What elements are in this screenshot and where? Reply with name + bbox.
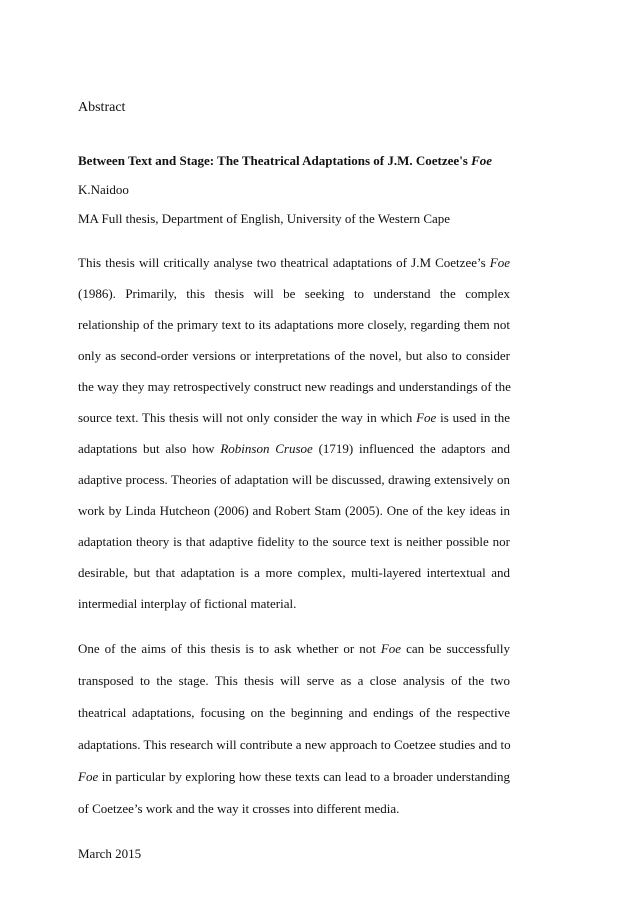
paragraph-2-line: of Coetzee’s work and the way it crosses into different media. [78, 801, 400, 816]
paragraph-1-line: source text. This thesis will not only consider the way in which Foe is used in the [78, 410, 510, 425]
paragraph-1-line: relationship of the primary text to its adaptations more closely, regarding them not [78, 317, 510, 332]
paragraph-1-line: intermedial interplay of fictional material. [78, 596, 297, 611]
thesis-title [78, 153, 492, 169]
paragraph-1-line: only as second-order versions or interpretations of the novel, but also to consider [78, 348, 510, 363]
thesis-title-text: Between Text and Stage: The Theatrical Adaptations of J.M. Coetzee's [78, 153, 472, 168]
author-name: K.Naidoo [78, 182, 129, 197]
abstract-heading: Abstract [78, 100, 126, 115]
paragraph-2-line: adaptations. This research will contribute a new approach to Coetzee studies and to [78, 737, 511, 752]
paragraph-1-line: desirable, but that adaptation is a more complex, multi-layered intertextual and [78, 565, 510, 580]
paragraph-1-line: work by Linda Hutcheon (2006) and Robert Stam (2005). One of the key ideas in [78, 503, 510, 518]
affiliation: MA Full thesis, Department of English, University of the Western Cape [78, 211, 451, 226]
thesis-title-italic: Foe [471, 153, 493, 168]
paragraph-1-line: the way they may retrospectively construct new readings and understandings of the [78, 379, 511, 394]
paragraph-1-line: (1986). Primarily, this thesis will be seeking to understand the complex [78, 286, 510, 301]
paragraph-1-line: adaptations but also how Robinson Crusoe (1719) influenced the adaptors and [78, 441, 510, 456]
paragraph-2-line: One of the aims of this thesis is to ask whether or not Foe can be successfully [78, 641, 510, 656]
paragraph-1-line: adaptation theory is that adaptive fidelity to the source text is neither possible nor [78, 534, 510, 549]
paragraph-2-line: Foe in particular by exploring how these texts can lead to a broader understanding [78, 769, 510, 784]
paragraph-1-line: This thesis will critically analyse two theatrical adaptations of J.M Coetzee’s Foe [78, 255, 510, 270]
date-line: March 2015 [78, 846, 142, 861]
paragraph-1-line: adaptive process. Theories of adaptation will be discussed, drawing extensively on [78, 472, 510, 487]
paragraph-2-line: transposed to the stage. This thesis will serve as a close analysis of the two [78, 673, 510, 688]
paragraph-2-line: theatrical adaptations, focusing on the beginning and endings of the respective [78, 705, 510, 720]
